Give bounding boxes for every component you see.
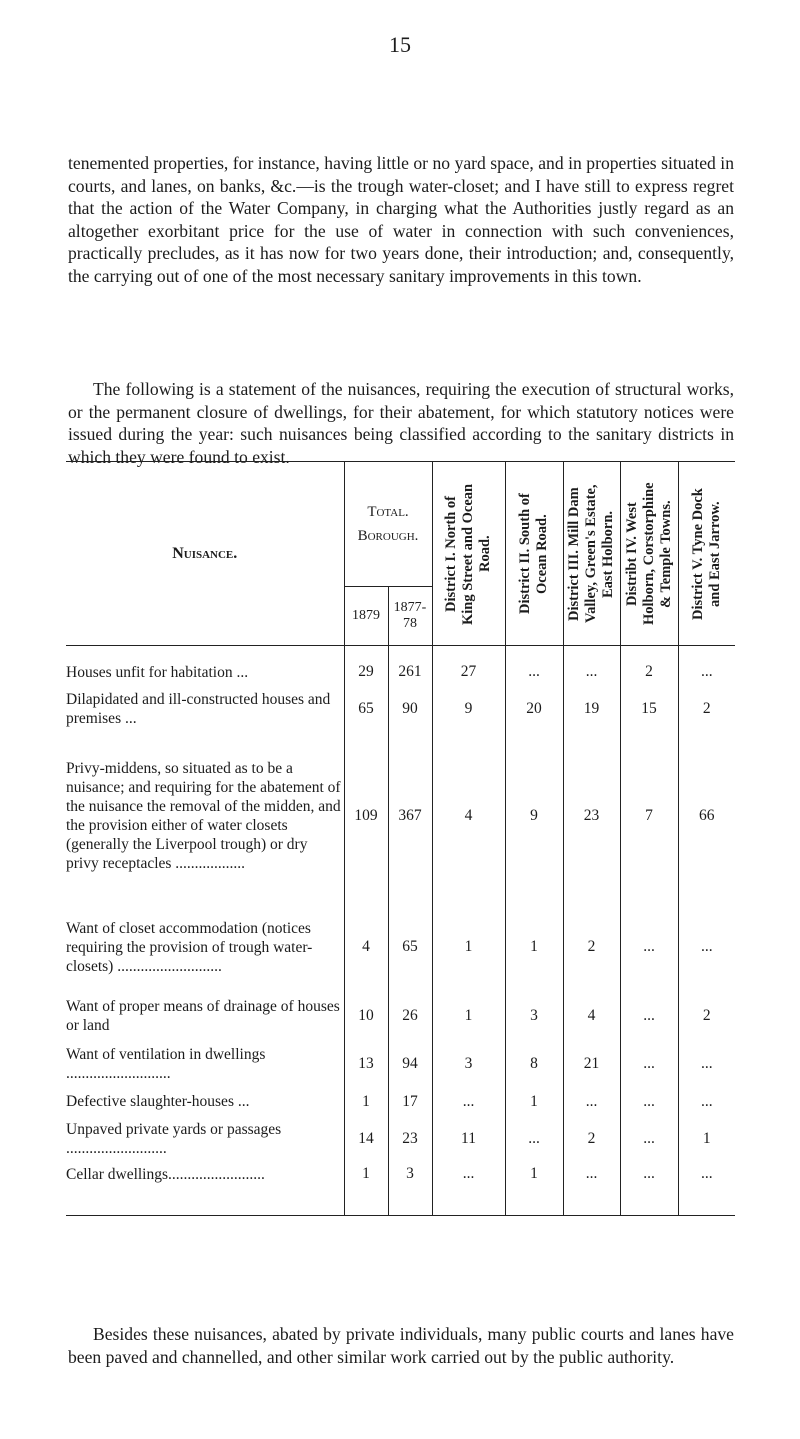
cell-d3: ... bbox=[563, 646, 620, 688]
table-row bbox=[66, 902, 735, 993]
closing-paragraph: Besides these nuisances, abated by private individuals, many public courts and lanes have been paved and channelled, and other similar work carried out by the public authority. bbox=[68, 1324, 734, 1367]
row-name: Want of proper means of drainage of houses or land bbox=[66, 993, 344, 1041]
cell-d1: 27 bbox=[432, 646, 505, 688]
cell-d1: 4 bbox=[432, 731, 505, 902]
cell-1877: 23 bbox=[388, 1115, 432, 1163]
table-row bbox=[66, 1088, 735, 1115]
cell-d1: 1 bbox=[432, 993, 505, 1041]
cell-d3: ... bbox=[563, 1163, 620, 1215]
cell-d2: 3 bbox=[505, 993, 563, 1041]
table-row bbox=[66, 688, 735, 731]
district4-label: Distribt IV. West Holborn, Corstorphine & Temple Towns. bbox=[623, 482, 674, 625]
cell-d3: 2 bbox=[563, 1115, 620, 1163]
cell-d4: ... bbox=[620, 1163, 678, 1215]
cell-1879: 1 bbox=[344, 1088, 388, 1115]
row-name: Privy-middens, so situated as to be a nuisance; and requiring for the abatement of the nuisance the removal of the midden, and the provision either of water closets (generally the Liverpool trough) or dry privy receptacles .................. bbox=[66, 731, 344, 902]
cell-1877: 90 bbox=[388, 688, 432, 731]
cell-d3: 23 bbox=[563, 731, 620, 902]
total-header-line1: Total. bbox=[367, 504, 409, 521]
nuisance-table bbox=[66, 461, 735, 1216]
cell-d1: 3 bbox=[432, 1040, 505, 1088]
cell-d4: 15 bbox=[620, 688, 678, 731]
total-header-line2: Borough. bbox=[357, 528, 419, 545]
district1-header bbox=[432, 462, 505, 646]
table-row bbox=[66, 1040, 735, 1088]
cell-d4: ... bbox=[620, 902, 678, 993]
cell-d5: ... bbox=[700, 663, 713, 680]
cell-d3: ... bbox=[563, 1088, 620, 1115]
cell-d3: 4 bbox=[563, 993, 620, 1041]
table-row bbox=[66, 993, 735, 1041]
cell-1879: 10 bbox=[344, 993, 388, 1041]
cell-d4: ... bbox=[620, 1040, 678, 1088]
cell-d5: ... bbox=[700, 938, 713, 956]
cell-d2: 1 bbox=[505, 1088, 563, 1115]
row-name: Houses unfit for habitation ... bbox=[66, 646, 344, 688]
cell-d1: 9 bbox=[432, 688, 505, 731]
cell-d1: 11 bbox=[432, 1115, 505, 1163]
total-borough-header bbox=[344, 462, 432, 587]
row-name: Want of ventilation in dwellings ........................... bbox=[66, 1040, 344, 1088]
nuisance-header: Nuisance. bbox=[66, 462, 344, 646]
cell-d3: 19 bbox=[563, 688, 620, 731]
cell-1877: 3 bbox=[388, 1163, 432, 1215]
cell-1879: 1 bbox=[344, 1163, 388, 1215]
intro-paragraph: tenemented properties, for instance, having little or no yard space, and in properties situated in courts, and lanes, on banks, &c.—is the trough water-closet; and I have still to express regret that the action of the Water Company, in charging what the Authorities justly regard as an altogether exorbitant price for the use of water in connection with such conveniences, practically precludes, as it has now for two years done, their introduction; and, consequently, the carrying out of one of the most necessary sanitary improvements in this town. bbox=[68, 153, 734, 286]
cell-1877: 367 bbox=[388, 731, 432, 902]
table-row bbox=[66, 731, 735, 902]
district5-header bbox=[678, 462, 735, 646]
district2-header bbox=[505, 462, 563, 646]
cell-d1: 1 bbox=[432, 902, 505, 993]
row-name: Want of closet accommodation (notices requiring the provision of trough water-closets) ........................... bbox=[66, 902, 344, 993]
cell-1879: 13 bbox=[344, 1040, 388, 1088]
row-name: Dilapidated and ill-constructed houses and premises ... bbox=[66, 688, 344, 731]
cell-d5: 2 bbox=[702, 700, 711, 718]
district3-label: District III. Mill Dam Valley, Green's Estate, East Holborn. bbox=[566, 484, 616, 623]
cell-1879: 29 bbox=[344, 646, 388, 688]
cell-d4: 2 bbox=[620, 646, 678, 688]
cell-d1: ... bbox=[432, 1163, 505, 1215]
row-name: Cellar dwellings......................... bbox=[66, 1163, 344, 1215]
year-1879-header: 1879 bbox=[344, 587, 388, 646]
cell-d5: 1 bbox=[702, 1130, 711, 1148]
cell-1879: 65 bbox=[344, 688, 388, 731]
cell-d5: ... bbox=[678, 1163, 735, 1215]
cell-d3: 21 bbox=[563, 1040, 620, 1088]
cell-1877: 17 bbox=[388, 1088, 432, 1115]
district1-label: District I. North of King Street and Ocean Road. bbox=[443, 483, 493, 625]
cell-d4: ... bbox=[620, 1088, 678, 1115]
year-1877-header: 1877-78 bbox=[388, 587, 432, 646]
cell-d5: 66 bbox=[699, 807, 715, 825]
cell-1877: 261 bbox=[388, 646, 432, 688]
cell-d2: 9 bbox=[505, 731, 563, 902]
table-row bbox=[66, 1163, 735, 1215]
cell-d2: 20 bbox=[505, 688, 563, 731]
statement-paragraph: The following is a statement of the nuisances, requiring the execution of structural works, or the permanent closure of dwellings, for their abatement, for which statutory notices were issued during the year: such nuisances being classified according to the sanitary districts in which they were found to exist. bbox=[68, 379, 734, 467]
cell-1879: 4 bbox=[344, 902, 388, 993]
cell-d2: 1 bbox=[505, 902, 563, 993]
cell-1877: 26 bbox=[388, 993, 432, 1041]
table-row bbox=[66, 646, 735, 688]
cell-d1: ... bbox=[432, 1088, 505, 1115]
cell-d4: ... bbox=[620, 1115, 678, 1163]
cell-d2: 8 bbox=[505, 1040, 563, 1088]
cell-d2: ... bbox=[505, 646, 563, 688]
district5-label: District V. Tyne Dock and East Jarrow. bbox=[689, 487, 723, 620]
page-number: 15 bbox=[389, 32, 411, 57]
cell-d5: ... bbox=[700, 1055, 713, 1073]
row-name: Defective slaughter-houses ... bbox=[66, 1088, 344, 1115]
cell-1877: 94 bbox=[388, 1040, 432, 1088]
district4-header bbox=[620, 462, 678, 646]
cell-d4: ... bbox=[620, 993, 678, 1041]
cell-d2: 1 bbox=[505, 1163, 563, 1215]
cell-1879: 14 bbox=[344, 1115, 388, 1163]
district2-label: District II. South of Ocean Road. bbox=[517, 493, 550, 615]
table-row bbox=[66, 1115, 735, 1163]
cell-d2: ... bbox=[505, 1115, 563, 1163]
cell-d4: 7 bbox=[620, 731, 678, 902]
cell-d5: 2 bbox=[702, 1007, 711, 1025]
district3-header bbox=[563, 462, 620, 646]
cell-1877: 65 bbox=[388, 902, 432, 993]
cell-d5: ... bbox=[700, 1092, 713, 1110]
row-name: Unpaved private yards or passages .......................... bbox=[66, 1115, 344, 1163]
cell-1879: 109 bbox=[344, 731, 388, 902]
cell-d3: 2 bbox=[563, 902, 620, 993]
